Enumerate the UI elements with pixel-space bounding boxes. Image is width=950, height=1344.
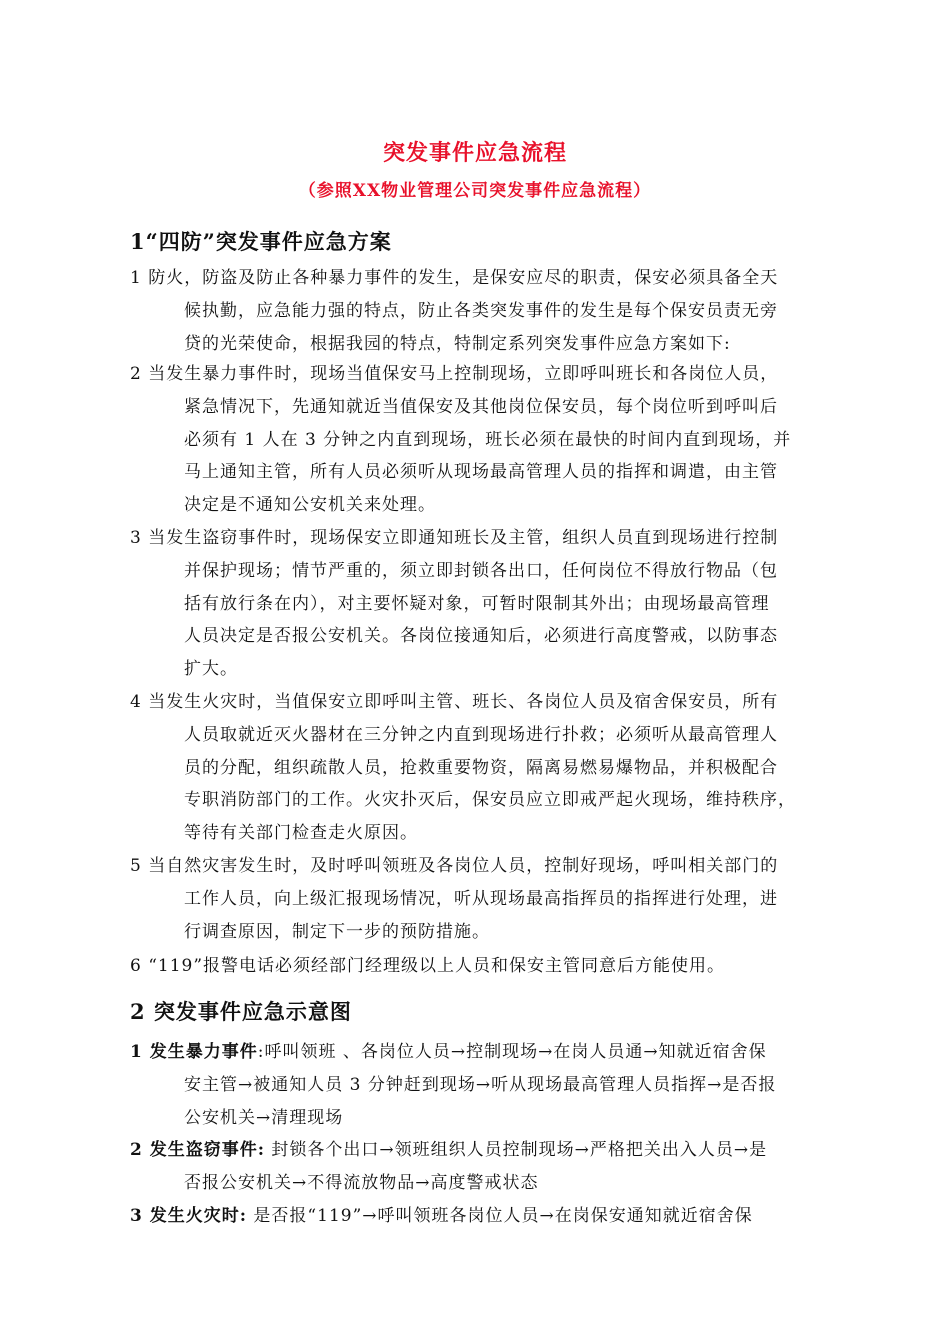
paragraph-line: 否报公安机关→不得流放物品→高度警戒状态 [184, 1172, 539, 1193]
section-2-heading: 2 突发事件应急示意图 [130, 999, 352, 1024]
section-1-heading: 1“四防”突发事件应急方案 [130, 229, 392, 254]
paragraph-line: 候执勤，应急能力强的特点，防止各类突发事件的发生是每个保安员责无旁 [184, 300, 778, 321]
paragraph-line: 决定是不通知公安机关来处理。 [184, 495, 436, 516]
document-title: 突发事件应急流程 [382, 140, 567, 166]
paragraph-line: 马上通知主管，所有人员必须听从现场最高管理人员的指挥和调遣，由主管 [184, 462, 778, 483]
item-text: 是否报“119”→呼叫领班各岗位人员→在岗保安通知就近宿舍保 [247, 1206, 753, 1226]
paragraph-line: 紧急情况下，先通知就近当值保安及其他岗位保安员，每个岗位听到呼叫后 [184, 396, 778, 417]
section-1-item-5 [130, 850, 830, 948]
document-subtitle: （参照XX物业管理公司突发事件应急流程） [298, 181, 652, 201]
item-text: :呼叫领班 、各岗位人员→控制现场→在岗人员通→知就近宿舍保 [257, 1042, 767, 1062]
section-2-item-1 [130, 1036, 830, 1134]
paragraph-line: 人员取就近灭火器材在三分钟之内直到现场进行扑救；必须听从最高管理人 [184, 724, 778, 745]
paragraph-line [130, 1134, 830, 1167]
paragraph-line: 6 “119”报警电话必须经部门经理级以上人员和保安主管同意后方能使用。 [130, 956, 726, 976]
section-1-item-2 [130, 358, 830, 522]
paragraph-line: 工作人员，向上级汇报现场情况，听从现场最高指挥员的指挥进行处理，进 [184, 888, 778, 909]
item-text: 封锁各个出口→领班组织人员控制现场→严格把关出入人员→是 [265, 1140, 768, 1160]
paragraph-line: 人员决定是否报公安机关。各岗位接通知后，必须进行高度警戒，以防事态 [184, 626, 778, 647]
paragraph-line: 括有放行条在内），对主要怀疑对象，可暂时限制其外出；由现场最高管理 [184, 593, 770, 614]
item-label: 2 发生盗窃事件: [130, 1140, 266, 1160]
paragraph-line: 等待有关部门检查走火原因。 [184, 823, 418, 844]
item-label: 3 发生火灾时: [130, 1206, 248, 1226]
section-1-item-1 [130, 262, 830, 360]
paragraph-line: 并保护现场；情节严重的，须立即封锁各出口，任何岗位不得放行物品（包 [184, 560, 778, 581]
section-2-item-2 [130, 1134, 830, 1200]
paragraph-line: 2 当发生暴力事件时，现场当值保安马上控制现场，立即呼叫班长和各岗位人员， [130, 364, 779, 384]
paragraph-line: 5 当自然灾害发生时，及时呼叫领班及各岗位人员，控制好现场，呼叫相关部门的 [130, 856, 779, 876]
paragraph-line: 公安机关→清理现场 [184, 1107, 344, 1128]
paragraph-line: 必须有 1 人在 3 分钟之内直到现场，班长必须在最快的时间内直到现场，并 [184, 429, 792, 450]
paragraph-line: 1 防火，防盗及防止各种暴力事件的发生，是保安应尽的职责，保安必须具备全天 [130, 268, 779, 288]
paragraph-line: 4 当发生火灾时，当值保安立即呼叫主管、班长、各岗位人员及宿舍保安员，所有 [130, 692, 779, 712]
section-1-item-3 [130, 522, 830, 686]
section-2-item-3 [130, 1200, 830, 1233]
paragraph-line: 行调查原因，制定下一步的预防措施。 [184, 921, 490, 942]
paragraph-line [130, 1200, 830, 1233]
paragraph-line: 安主管→被通知人员 3 分钟赶到现场→听从现场最高管理人员指挥→是否报 [184, 1074, 777, 1095]
paragraph-line: 专职消防部门的工作。火灾扑灭后，保安员应立即戒严起火现场，维持秩序， [184, 790, 796, 811]
paragraph-line: 贷的光荣使命，根据我园的特点，特制定系列突发事件应急方案如下: [184, 333, 731, 354]
item-label: 1 发生暴力事件 [130, 1042, 258, 1062]
paragraph-line: 员的分配，组织疏散人员，抢救重要物资，隔离易燃易爆物品，并积极配合 [184, 757, 778, 778]
paragraph-line [130, 1036, 830, 1069]
paragraph-line: 扩大。 [184, 659, 238, 680]
section-1-item-6 [130, 950, 830, 983]
section-1-item-4 [130, 686, 830, 850]
paragraph-line: 3 当发生盗窃事件时，现场保安立即通知班长及主管，组织人员直到现场进行控制 [130, 528, 779, 548]
